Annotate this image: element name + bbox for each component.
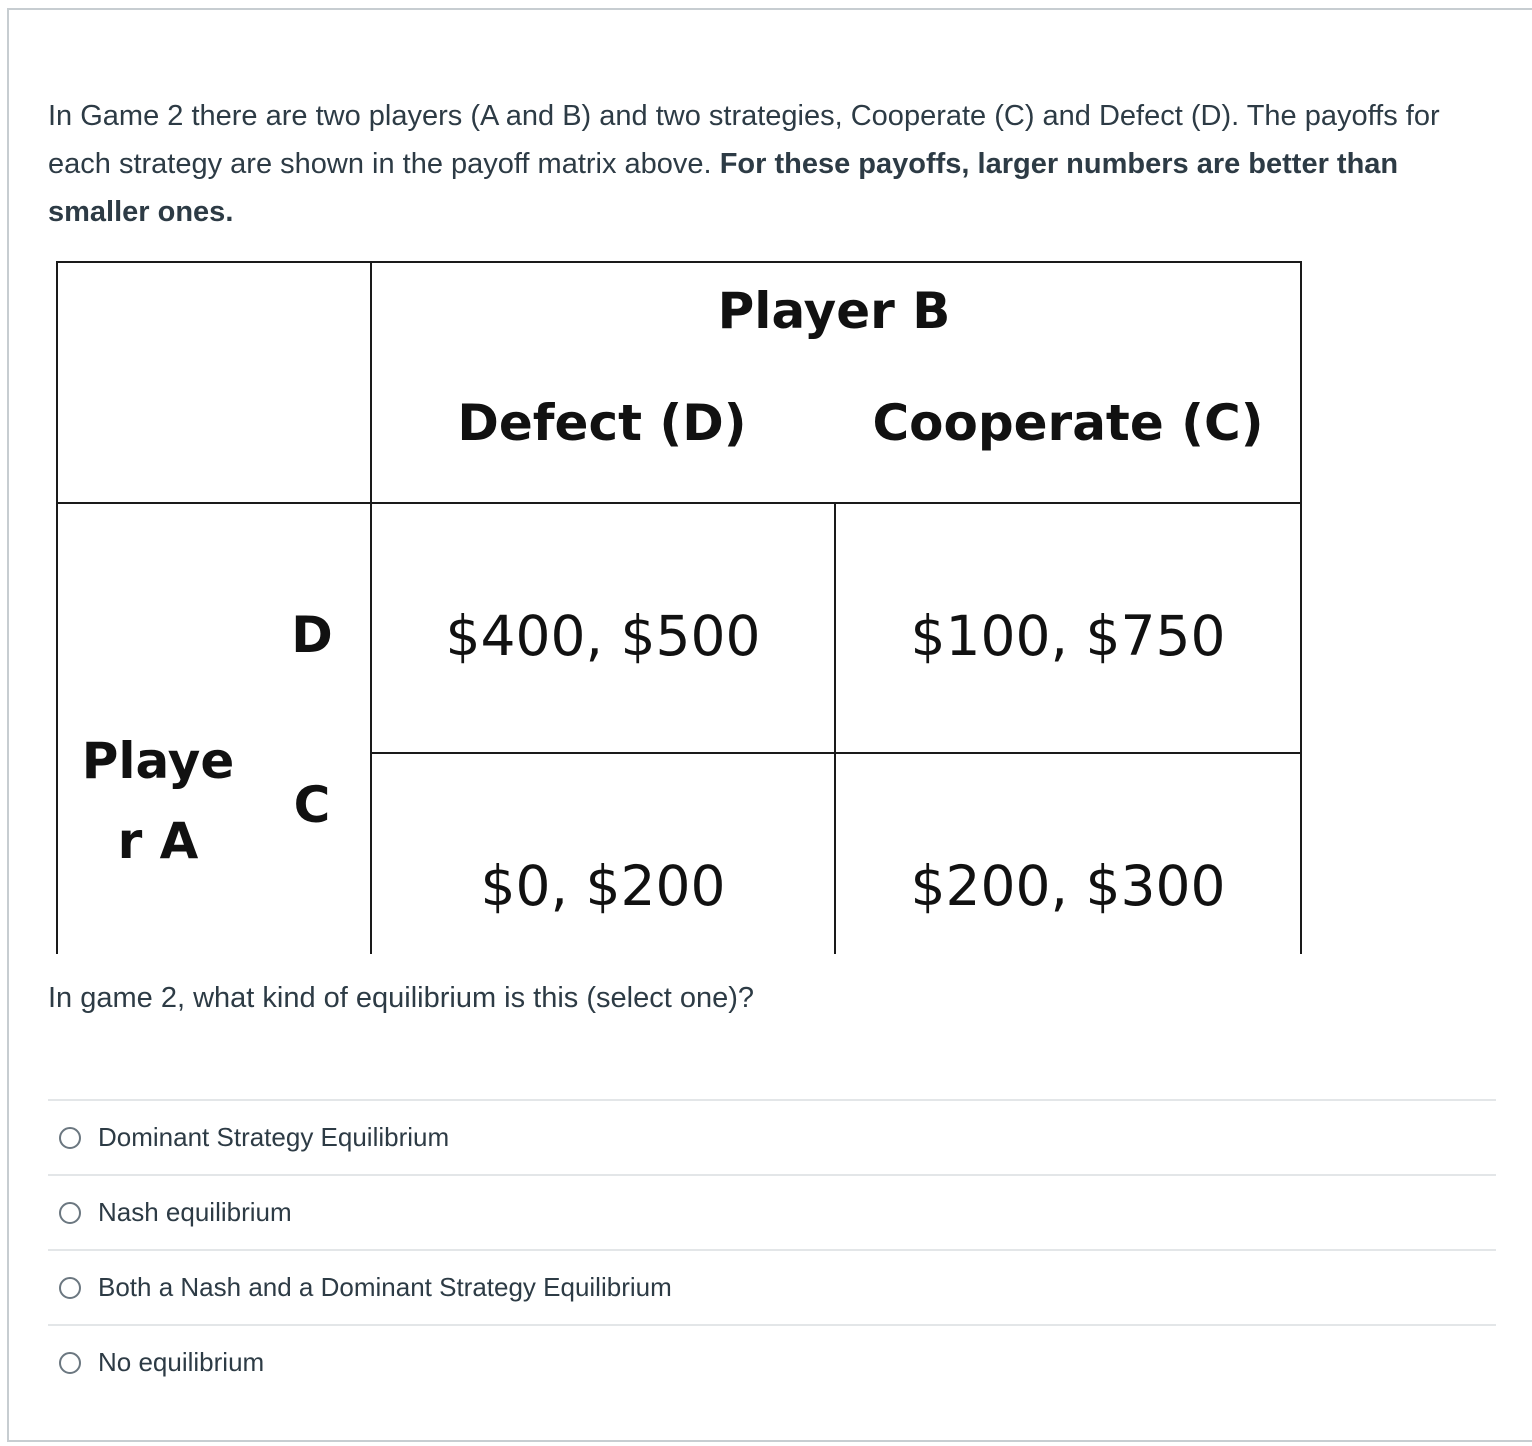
- radio-button-icon[interactable]: [59, 1202, 81, 1224]
- col-header-cooperate: Cooperate (C): [872, 394, 1264, 452]
- row-player-label-line1: Playe: [81, 732, 235, 790]
- col-header-defect: Defect (D): [457, 394, 747, 452]
- answer-option[interactable]: [48, 1324, 1496, 1399]
- answer-list: [48, 1099, 1496, 1399]
- answer-label[interactable]: No equilibrium: [98, 1347, 265, 1377]
- payoff-cell-cd: $0, $200: [480, 854, 726, 918]
- payoff-cell-cc: $200, $300: [910, 854, 1226, 918]
- question-intro: [48, 92, 1488, 236]
- question-text: In game 2, what kind of equilibrium is this (select one)?: [48, 982, 755, 1014]
- answer-label[interactable]: Dominant Strategy Equilibrium: [98, 1122, 450, 1152]
- payoff-cell-dc: $100, $750: [910, 604, 1226, 668]
- intro-emphasis: For these payoffs, larger numbers are better than smaller ones.: [48, 148, 1399, 228]
- answer-option[interactable]: [48, 1099, 1496, 1174]
- row-header-defect: D: [291, 606, 333, 664]
- intro-text: In Game 2 there are two players (A and B) and two strategies, Cooperate (C) and Defect (D). The payoffs for each strategy are shown in the payoff matrix above.: [48, 100, 1440, 180]
- row-header-cooperate: C: [293, 776, 331, 834]
- radio-button-icon[interactable]: [59, 1277, 81, 1299]
- answer-label[interactable]: Both a Nash and a Dominant Strategy Equilibrium: [98, 1272, 672, 1302]
- payoff-cell-dd: $400, $500: [445, 604, 761, 668]
- column-player-label: Player B: [717, 282, 951, 340]
- radio-button-icon[interactable]: [59, 1352, 81, 1374]
- row-player-label-line2: r A: [117, 812, 199, 870]
- answer-option[interactable]: [48, 1174, 1496, 1249]
- answer-option[interactable]: [48, 1249, 1496, 1324]
- answer-label[interactable]: Nash equilibrium: [98, 1197, 292, 1227]
- radio-button-icon[interactable]: [59, 1127, 81, 1149]
